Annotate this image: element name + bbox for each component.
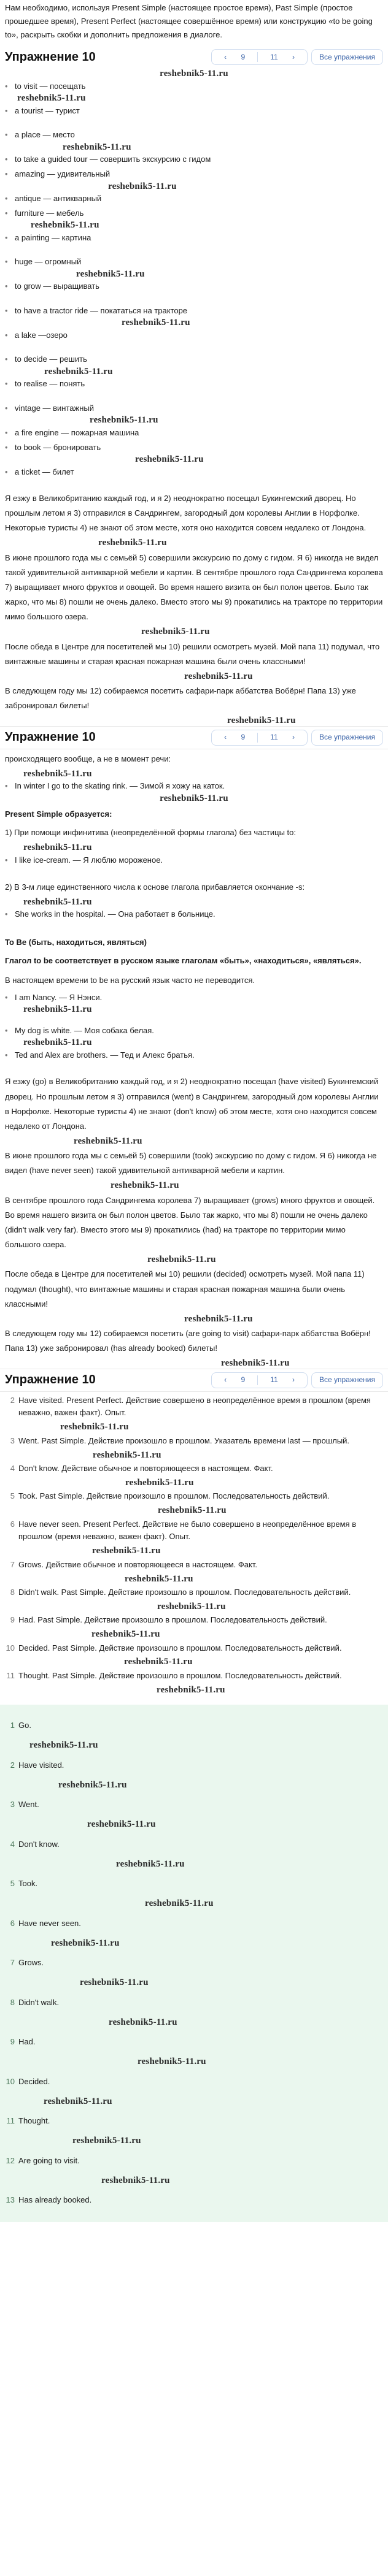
vocab-text: a place — место: [15, 130, 75, 140]
vocab-item: [5, 376, 383, 391]
vocab-item: [5, 401, 383, 416]
watermark: reshebnik5-11.ru: [160, 793, 228, 803]
watermark: reshebnik5-11.ru: [125, 1477, 194, 1488]
bullet-icon: •: [5, 169, 8, 178]
answer-item: [5, 1751, 383, 1780]
answer-text: Didn't walk.: [18, 1997, 60, 2007]
analysis-text: Grows. Действие обычное и повторяющееся в настоящем. Факт.: [18, 1559, 257, 1569]
prev-next-pill: [211, 1372, 308, 1388]
bullet-icon: •: [5, 305, 8, 315]
vocab-text: a painting — картина: [15, 232, 91, 242]
answer-item: [5, 2146, 383, 2176]
watermark: reshebnik5-11.ru: [109, 2017, 177, 2027]
item-number: 10: [6, 2076, 15, 2086]
vocab-item: [5, 128, 383, 142]
analysis-item: [5, 1516, 383, 1546]
vocab-text: to grow — выращивать: [15, 281, 99, 291]
translation-paragraph: После обеда в Центре для посетителей мы 10) решили осмотреть музей. Мой папа 11) подумал, что винтажные машины и старая красная пожарная машина были очень классными!: [5, 641, 380, 666]
vocab-text: to take a guided tour — совершить экскурсию с гидом: [15, 155, 211, 164]
to-be-rule: Глагол to be соответствует в русском языке глаголам «быть», «находиться», «являться».: [5, 955, 362, 965]
watermark: reshebnik5-11.ru: [160, 69, 228, 79]
answer-item: [5, 2067, 383, 2096]
watermark: reshebnik5-11.ru: [31, 220, 99, 231]
vocab-text: to visit — посещать: [15, 81, 86, 91]
bullet-icon: •: [5, 208, 8, 218]
analysis-text: Didn't walk. Past Simple. Действие произошло в прошлом. Последовательность действий.: [18, 1588, 351, 1597]
watermark: reshebnik5-11.ru: [58, 1779, 127, 1790]
analysis-item: [5, 1392, 383, 1423]
analysis-item: [5, 1432, 383, 1450]
filled-paragraph: В следующем году мы 12) собираемся посетить (are going to visit) сафари-парк аббатства Вобёрн! Папа 13) уже забронировал (has already booked) билеты!: [5, 1329, 371, 1353]
watermark: reshebnik5-11.ru: [76, 269, 145, 279]
watermark: reshebnik5-11.ru: [23, 1004, 92, 1015]
watermark: reshebnik5-11.ru: [125, 1573, 193, 1584]
answer-text: Has already booked.: [18, 2195, 92, 2205]
translation-paragraph: В следующем году мы 12) собираемся посетить сафари-парк аббатства Вобёрн! Папа 13) уже забронировал билеты!: [5, 686, 356, 711]
vocab-text: a tourist — турист: [15, 105, 80, 115]
chevron-right-icon: ›: [292, 52, 295, 61]
watermark: reshebnik5-11.ru: [138, 2057, 206, 2067]
watermark: reshebnik5-11.ru: [44, 366, 113, 376]
answer-text: Grows.: [18, 1958, 44, 1968]
item-number: 4: [10, 1839, 15, 1849]
analysis-text: Have visited. Present Perfect. Действие совершено в неопределённое время в прошлом (время неважно, важен факт). Опыт.: [18, 1395, 371, 1418]
watermark: reshebnik5-11.ru: [124, 1657, 193, 1667]
vocab-text: to book — бронировать: [15, 442, 101, 452]
analysis-item: [5, 1460, 383, 1478]
watermark: reshebnik5-11.ru: [141, 627, 210, 636]
present-simple-heading: Present Simple образуется:: [5, 809, 112, 819]
watermark: reshebnik5-11.ru: [98, 538, 167, 548]
present-simple-rule-1: 1) При помощи инфинитива (неопределённой формы глагола) без частицы to:: [5, 828, 296, 838]
vocab-text: huge — огромный: [15, 257, 82, 267]
to-be-note: В настоящем времени to be на русский язык часто не переводится.: [5, 975, 255, 985]
vocab-item: [5, 279, 383, 294]
example-row: • I am Nancy. — Я Нэнси.: [5, 992, 103, 1002]
analysis-text: Took. Past Simple. Действие произошло в прошлом. Последовательность действий.: [18, 1491, 330, 1501]
vocab-text: antique — антикварный: [15, 194, 102, 204]
bullet-icon: •: [5, 105, 8, 115]
vocab-item: [5, 152, 383, 167]
watermark: reshebnik5-11.ru: [135, 454, 204, 465]
analysis-item: [5, 1640, 383, 1657]
item-number: 9: [10, 2037, 15, 2047]
vocab-item: [5, 440, 383, 455]
vocab-text: to have a tractor ride — покататься на тракторе: [15, 305, 188, 315]
item-number: 4: [10, 1464, 15, 1473]
vocab-item: [5, 304, 383, 318]
filled-paragraph: После обеда в Центре для посетителей мы 10) решили (decided) осмотреть музей. Мой папа 11) подумал (thought), что винтажные машины и старая красная пожарная машина были очень классными!: [5, 1269, 365, 1309]
prev-exercise-button[interactable]: ‹ 9: [212, 730, 257, 745]
item-number: 7: [10, 1958, 15, 1968]
example-row: • In winter I go to the skating rink. — Зимой я хожу на каток.: [5, 781, 225, 791]
vocab-text: to decide — решить: [15, 354, 87, 364]
watermark: reshebnik5-11.ru: [221, 1358, 290, 1369]
answers-list: [0, 1705, 388, 2222]
vocab-item: [5, 328, 383, 343]
item-number: 9: [10, 1615, 15, 1625]
vocab-item: [5, 231, 383, 245]
all-exercises-button[interactable]: Все упражнения: [311, 1372, 383, 1388]
watermark: reshebnik5-11.ru: [184, 671, 253, 681]
watermark: reshebnik5-11.ru: [184, 1313, 253, 1324]
analysis-text: Decided. Past Simple. Действие произошло в прошлом. Последовательность действий.: [18, 1643, 342, 1653]
next-exercise-button[interactable]: 11 ›: [258, 730, 307, 745]
item-number: 13: [6, 2195, 15, 2205]
answer-item: [5, 1869, 383, 1898]
filled-paragraph: В сентябре прошлого года Сандрингема королева 7) выращивает (grows) много фруктов и овощей. Во время нашего визита он был полон цветов. Было так жарко, что мы 8) пошли не очень далеко (didn't walk very far). Вместо этого мы 9) прокатились (had) на тракторе по территории мимо большого озера.: [5, 1195, 375, 1249]
to-be-heading: To Be (быть, находиться, являться): [5, 937, 147, 947]
vocab-text: amazing — удивительный: [15, 169, 111, 178]
example-row: • Ted and Alex are brothers. — Тед и Алекс братья.: [5, 1050, 195, 1060]
watermark: reshebnik5-11.ru: [108, 181, 177, 191]
filled-paragraph: В июне прошлого года мы с семьёй 5) совершили (took) экскурсию по дому с гидом. Я 6) никогда не видел (have never seen) такой удивительной антикварной мебели и картин.: [5, 1151, 377, 1175]
translation-paragraph: Я езжу в Великобританию каждый год, и я 2) неоднократно посещал Букингемский дворец. Но прошлым летом я 3) отправился в Сандрингем, загородный дом королевы Англии в Норфолке. Некоторые туристы 4) не знают об этом месте, хотя оно находится совсем недалеко от Лондона.: [5, 494, 367, 533]
watermark: reshebnik5-11.ru: [147, 1254, 216, 1264]
item-number: 3: [10, 1435, 15, 1445]
vocab-item: [5, 167, 383, 182]
watermark: reshebnik5-11.ru: [23, 896, 92, 907]
watermark: reshebnik5-11.ru: [227, 716, 296, 726]
answer-item: [5, 1988, 383, 2017]
item-number: 11: [6, 1670, 15, 1680]
analysis-list: [0, 1392, 388, 1695]
item-number: 1: [10, 1721, 15, 1730]
answer-item: [5, 1909, 383, 1938]
item-number: 12: [6, 2155, 15, 2165]
next-exercise-button[interactable]: 11 ›: [258, 1373, 307, 1388]
example-row: • My dog is white. — Моя собака белая.: [5, 1025, 154, 1035]
item-number: 2: [10, 1395, 15, 1405]
prev-next-pill: [211, 730, 308, 746]
watermark: reshebnik5-11.ru: [101, 2175, 170, 2185]
watermark: reshebnik5-11.ru: [51, 1938, 120, 1948]
bullet-icon: •: [5, 81, 8, 91]
filled-text: [0, 1072, 388, 1368]
watermark: reshebnik5-11.ru: [23, 768, 92, 779]
prev-next-pill: [211, 49, 308, 65]
vocab-item: [5, 426, 383, 440]
next-exercise-button[interactable]: 11 ›: [258, 50, 307, 64]
watermark: reshebnik5-11.ru: [111, 1180, 179, 1191]
watermark: reshebnik5-11.ru: [80, 1978, 149, 1988]
translation-paragraph: В июне прошлого года мы с семьёй 5) совершили экскурсию по дому с гидом. Я 6) никогда не видел такой удивительной антикварной мебели и картин. В сентябре прошлого года Сандрингема королева 7) выращивает много фруктов и овощей. Во время нашего визита он был полон цветов. Было так жарко, что мы 8) пошли не очень далеко. Вместо этого мы 9) прокатились на тракторе по территории мимо большого озера.: [5, 552, 383, 621]
all-exercises-button[interactable]: Все упражнения: [311, 49, 383, 65]
analysis-text: Don't know. Действие обычное и повторяющееся в настоящем. Факт.: [18, 1464, 273, 1473]
vocab-text: furniture — мебель: [15, 208, 84, 218]
bullet-icon: •: [5, 281, 8, 291]
item-number: 6: [10, 1519, 15, 1529]
watermark: reshebnik5-11.ru: [93, 1450, 161, 1460]
chevron-right-icon: ›: [292, 733, 295, 742]
bullet-icon: •: [5, 379, 8, 389]
answer-item: [5, 2027, 383, 2057]
answer-item: [5, 1830, 383, 1859]
answer-text: Had.: [18, 2037, 36, 2047]
item-number: 11: [6, 2116, 15, 2126]
bullet-icon: •: [5, 257, 8, 267]
vocab-list: [0, 79, 388, 479]
bullet-icon: •: [5, 427, 8, 437]
translation-text: [0, 489, 388, 726]
analysis-text: Went. Past Simple. Действие произошло в прошлом. Указатель времени last — прошлый.: [18, 1435, 350, 1445]
chevron-left-icon: ‹: [224, 52, 227, 61]
item-number: 7: [10, 1559, 15, 1569]
watermark: reshebnik5-11.ru: [91, 1629, 160, 1640]
item-number: 5: [10, 1879, 15, 1889]
item-number: 10: [6, 1643, 15, 1653]
exercise-nav: [211, 730, 383, 746]
chevron-left-icon: ‹: [224, 1375, 227, 1385]
analysis-text: Thought. Past Simple. Действие произошло в прошлом. Последовательность действий.: [18, 1670, 342, 1680]
bullet-icon: •: [5, 155, 8, 164]
item-number: 5: [10, 1491, 15, 1501]
answer-text: Thought.: [18, 2116, 50, 2126]
vocab-text: a ticket — билет: [15, 467, 74, 476]
present-simple-rule-2: 2) В 3-м лице единственного числа к основе глагола прибавляется окончание -s:: [5, 882, 305, 892]
answer-text: Have never seen.: [18, 1918, 81, 1928]
answer-item: [5, 1948, 383, 1978]
vocab-text: vintage — винтажный: [15, 403, 95, 413]
answer-item: [5, 2185, 383, 2215]
bullet-icon: •: [5, 194, 8, 204]
vocab-text: a fire engine — пожарная машина: [15, 427, 139, 437]
vocab-item: [5, 191, 383, 206]
grammar-lead: происходящего вообще, а не в момент речи:: [5, 754, 171, 763]
exercise-title: Упражнение 10: [5, 1373, 96, 1387]
vocab-item: [5, 79, 383, 94]
example-row: • I like ice-cream. — Я люблю мороженое.: [5, 855, 163, 865]
item-number: 3: [10, 1800, 15, 1810]
vocab-item: [5, 206, 383, 221]
vocab-item: [5, 352, 383, 367]
watermark: reshebnik5-11.ru: [87, 1819, 156, 1830]
answer-text: Don't know.: [18, 1839, 60, 1849]
watermark: reshebnik5-11.ru: [63, 142, 131, 152]
intro-text: Нам необходимо, используя Present Simple (настоящее простое время), Past Simple (простое прошедшее время), Present Perfect (настоящее совершённое время) или конструкцию «to be going to», раскрыть скобки и дополнить предложения в диалоге.: [5, 3, 373, 40]
vocab-text: a lake —озеро: [15, 330, 68, 340]
analysis-item: [5, 1556, 383, 1574]
answer-text: Decided.: [18, 2076, 50, 2086]
vocab-item: [5, 254, 383, 269]
bullet-icon: •: [5, 467, 8, 476]
watermark: reshebnik5-11.ru: [44, 2096, 112, 2106]
watermark: reshebnik5-11.ru: [29, 1740, 98, 1751]
watermark: reshebnik5-11.ru: [90, 415, 158, 426]
exercise-title: Упражнение 10: [5, 730, 96, 744]
item-number: 8: [10, 1997, 15, 2007]
answer-item: [5, 1790, 383, 1819]
chevron-right-icon: ›: [292, 1375, 295, 1385]
all-exercises-button[interactable]: Все упражнения: [311, 730, 383, 746]
watermark: reshebnik5-11.ru: [74, 1136, 142, 1146]
analysis-item: [5, 1488, 383, 1505]
exercise-bar: [0, 726, 388, 749]
item-number: 2: [10, 1760, 15, 1770]
bullet-icon: •: [5, 232, 8, 242]
example-row: • She works in the hospital. — Она работает в больнице.: [5, 909, 215, 919]
analysis-text: Had. Past Simple. Действие произошло в прошлом. Последовательность действий.: [18, 1615, 327, 1625]
answer-text: Go.: [18, 1721, 31, 1730]
answer-item: [5, 1711, 383, 1740]
vocab-item: [5, 465, 383, 480]
watermark: reshebnik5-11.ru: [60, 1422, 129, 1432]
exercise-nav: [211, 1372, 383, 1388]
watermark: reshebnik5-11.ru: [23, 843, 92, 853]
watermark: reshebnik5-11.ru: [157, 1684, 225, 1695]
bullet-icon: •: [5, 130, 8, 140]
analysis-text: Have never seen. Present Perfect. Действие не было совершено в неопределённое время в прошлом (время неважно, важен факт). Опыт.: [18, 1519, 357, 1542]
filled-paragraph: Я езжу (go) в Великобританию каждый год, и я 2) неоднократно посещал (have visited) Букингемский дворец. Но прошлым летом я 3) отправился (went) в Сандрингем, загородный дом королевы Англии в Норфолке. Некоторые туристы 4) не знают (don't know) об этом месте, хотя оно находится совсем недалеко от Лондона.: [5, 1077, 379, 1131]
vocab-text: to realise — понять: [15, 379, 85, 389]
bullet-icon: •: [5, 442, 8, 452]
bullet-icon: •: [5, 330, 8, 340]
answer-text: Are going to visit.: [18, 2155, 80, 2165]
bullet-icon: •: [5, 354, 8, 364]
bullet-icon: •: [5, 403, 8, 413]
exercise-nav: [211, 49, 383, 65]
watermark: reshebnik5-11.ru: [92, 1546, 161, 1556]
exercise-bar: [0, 1369, 388, 1392]
answer-item: [5, 2106, 383, 2136]
watermark: reshebnik5-11.ru: [158, 1505, 227, 1516]
analysis-item: [5, 1667, 383, 1685]
answer-text: Went.: [18, 1800, 39, 1810]
answer-text: Took.: [18, 1879, 38, 1889]
watermark: reshebnik5-11.ru: [17, 93, 86, 104]
watermark: reshebnik5-11.ru: [157, 1601, 226, 1611]
watermark: reshebnik5-11.ru: [72, 2136, 141, 2146]
prev-exercise-button[interactable]: ‹ 9: [212, 1373, 257, 1388]
grammar-section: [0, 749, 388, 1063]
answer-text: Have visited.: [18, 1760, 64, 1770]
watermark: reshebnik5-11.ru: [23, 1038, 92, 1048]
exercise-title: Упражнение 10: [5, 50, 96, 64]
watermark: reshebnik5-11.ru: [145, 1898, 214, 1909]
item-number: 6: [10, 1918, 15, 1928]
analysis-item: [5, 1584, 383, 1602]
vocab-item: [5, 104, 383, 118]
exercise-bar: [0, 45, 388, 69]
watermark: reshebnik5-11.ru: [116, 1859, 185, 1869]
analysis-item: [5, 1611, 383, 1629]
prev-exercise-button[interactable]: ‹ 9: [212, 50, 257, 64]
watermark: reshebnik5-11.ru: [122, 318, 190, 328]
item-number: 8: [10, 1588, 15, 1597]
chevron-left-icon: ‹: [224, 733, 227, 742]
